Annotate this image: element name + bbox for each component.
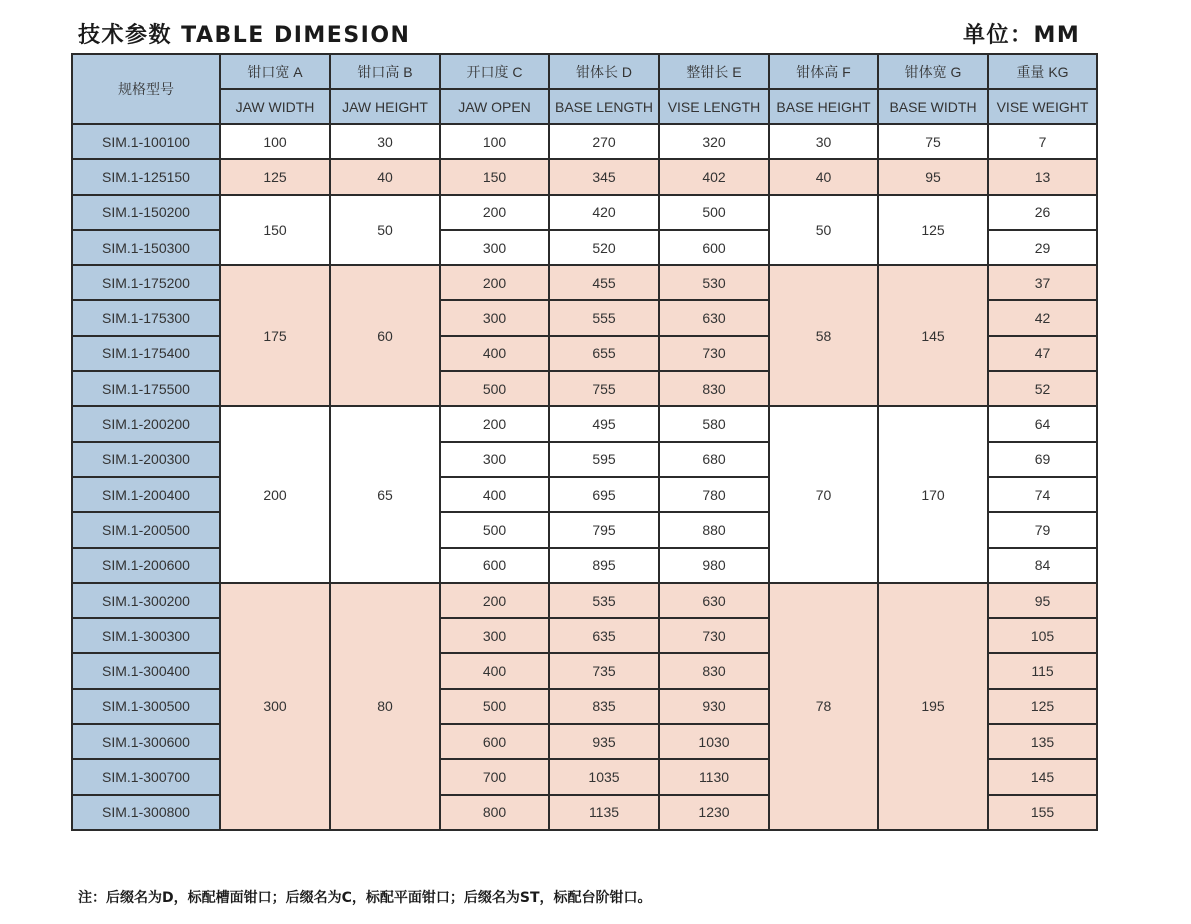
cell-model: SIM.1-125150 [72, 159, 220, 194]
table-header [72, 54, 1097, 124]
cell-jaw-width: 100 [220, 124, 330, 159]
cell-model: SIM.1-150200 [72, 195, 220, 230]
cell-vise-length: 580 [659, 406, 769, 441]
cell-jaw-width: 200 [220, 406, 330, 582]
cell-model: SIM.1-300200 [72, 583, 220, 618]
cell-model: SIM.1-200500 [72, 512, 220, 547]
cell-vise-length: 1130 [659, 759, 769, 794]
table-row [72, 159, 1097, 194]
cell-vise-length: 730 [659, 336, 769, 371]
cell-base-length: 1035 [549, 759, 659, 794]
cell-weight: 13 [988, 159, 1097, 194]
cell-vise-length: 630 [659, 583, 769, 618]
cell-weight: 95 [988, 583, 1097, 618]
cell-vise-length: 880 [659, 512, 769, 547]
cell-model: SIM.1-175300 [72, 300, 220, 335]
cell-vise-length: 320 [659, 124, 769, 159]
cell-base-width: 145 [878, 265, 988, 406]
cell-base-width: 195 [878, 583, 988, 830]
cell-base-length: 420 [549, 195, 659, 230]
header-en: VISE LENGTH [659, 89, 769, 124]
cell-vise-length: 402 [659, 159, 769, 194]
cell-weight: 155 [988, 795, 1097, 830]
cell-base-length: 795 [549, 512, 659, 547]
cell-base-length: 835 [549, 689, 659, 724]
cell-jaw-open: 300 [440, 230, 549, 265]
header-row-cn [72, 54, 1097, 89]
cell-jaw-open: 800 [440, 795, 549, 830]
cell-base-height: 58 [769, 265, 878, 406]
cell-vise-length: 1030 [659, 724, 769, 759]
header-cn: 开口度 C [440, 54, 549, 89]
cell-model: SIM.1-200600 [72, 548, 220, 583]
cell-vise-length: 730 [659, 618, 769, 653]
cell-vise-length: 630 [659, 300, 769, 335]
table-row [72, 265, 1097, 300]
cell-weight: 125 [988, 689, 1097, 724]
cell-weight: 69 [988, 442, 1097, 477]
cell-base-length: 595 [549, 442, 659, 477]
cell-model: SIM.1-300800 [72, 795, 220, 830]
table-row [72, 124, 1097, 159]
cell-base-length: 755 [549, 371, 659, 406]
header-model: 规格型号 [72, 54, 220, 124]
cell-weight: 74 [988, 477, 1097, 512]
cell-jaw-open: 600 [440, 724, 549, 759]
cell-jaw-height: 65 [330, 406, 440, 582]
cell-jaw-open: 200 [440, 583, 549, 618]
cell-jaw-width: 150 [220, 195, 330, 266]
cell-jaw-open: 100 [440, 124, 549, 159]
cell-vise-length: 500 [659, 195, 769, 230]
cell-vise-length: 600 [659, 230, 769, 265]
cell-base-length: 270 [549, 124, 659, 159]
cell-base-width: 125 [878, 195, 988, 266]
cell-vise-length: 1230 [659, 795, 769, 830]
cell-jaw-open: 500 [440, 371, 549, 406]
header-cn: 重量 KG [988, 54, 1097, 89]
cell-jaw-open: 200 [440, 195, 549, 230]
cell-jaw-open: 400 [440, 653, 549, 688]
cell-base-length: 895 [549, 548, 659, 583]
cell-jaw-width: 175 [220, 265, 330, 406]
cell-weight: 26 [988, 195, 1097, 230]
cell-weight: 7 [988, 124, 1097, 159]
cell-base-length: 345 [549, 159, 659, 194]
cell-base-height: 78 [769, 583, 878, 830]
cell-base-height: 70 [769, 406, 878, 582]
cell-model: SIM.1-300600 [72, 724, 220, 759]
cell-jaw-open: 300 [440, 442, 549, 477]
cell-jaw-open: 200 [440, 265, 549, 300]
cell-jaw-open: 700 [440, 759, 549, 794]
cell-base-length: 655 [549, 336, 659, 371]
cell-model: SIM.1-100100 [72, 124, 220, 159]
cell-vise-length: 830 [659, 371, 769, 406]
cell-weight: 79 [988, 512, 1097, 547]
cell-base-height: 30 [769, 124, 878, 159]
cell-weight: 52 [988, 371, 1097, 406]
cell-vise-length: 930 [659, 689, 769, 724]
cell-jaw-open: 400 [440, 336, 549, 371]
cell-jaw-open: 400 [440, 477, 549, 512]
table-row [72, 195, 1097, 230]
cell-model: SIM.1-175200 [72, 265, 220, 300]
cell-base-width: 75 [878, 124, 988, 159]
cell-model: SIM.1-300400 [72, 653, 220, 688]
header-en: BASE WIDTH [878, 89, 988, 124]
cell-jaw-open: 300 [440, 300, 549, 335]
header-en: VISE WEIGHT [988, 89, 1097, 124]
cell-base-width: 170 [878, 406, 988, 582]
cell-model: SIM.1-300700 [72, 759, 220, 794]
cell-base-length: 635 [549, 618, 659, 653]
cell-jaw-height: 40 [330, 159, 440, 194]
header-en: BASE HEIGHT [769, 89, 878, 124]
cell-weight: 64 [988, 406, 1097, 441]
cell-base-length: 535 [549, 583, 659, 618]
cell-vise-length: 680 [659, 442, 769, 477]
cell-model: SIM.1-175500 [72, 371, 220, 406]
header-cn: 钳体宽 G [878, 54, 988, 89]
cell-base-width: 95 [878, 159, 988, 194]
cell-model: SIM.1-150300 [72, 230, 220, 265]
cell-base-length: 695 [549, 477, 659, 512]
cell-jaw-open: 150 [440, 159, 549, 194]
cell-jaw-open: 300 [440, 618, 549, 653]
header-cn: 钳体长 D [549, 54, 659, 89]
cell-model: SIM.1-300300 [72, 618, 220, 653]
cell-model: SIM.1-200200 [72, 406, 220, 441]
table-row [72, 583, 1097, 618]
header-row-en [72, 89, 1097, 124]
spec-table [71, 53, 1098, 831]
cell-base-length: 1135 [549, 795, 659, 830]
cell-vise-length: 830 [659, 653, 769, 688]
cell-weight: 84 [988, 548, 1097, 583]
cell-weight: 105 [988, 618, 1097, 653]
cell-weight: 42 [988, 300, 1097, 335]
cell-base-length: 735 [549, 653, 659, 688]
header-en: BASE LENGTH [549, 89, 659, 124]
header-en: JAW HEIGHT [330, 89, 440, 124]
page-title: 技术参数 TABLE DIMESION [78, 23, 411, 48]
cell-jaw-height: 30 [330, 124, 440, 159]
header-en: JAW OPEN [440, 89, 549, 124]
header-cn: 钳口宽 A [220, 54, 330, 89]
table-body [72, 124, 1097, 830]
cell-vise-length: 980 [659, 548, 769, 583]
header-cn: 钳体高 F [769, 54, 878, 89]
cell-weight: 145 [988, 759, 1097, 794]
cell-weight: 37 [988, 265, 1097, 300]
cell-jaw-width: 125 [220, 159, 330, 194]
unit-label: 单位：MM [963, 23, 1081, 48]
cell-vise-length: 780 [659, 477, 769, 512]
header-cn: 整钳长 E [659, 54, 769, 89]
cell-model: SIM.1-175400 [72, 336, 220, 371]
cell-model: SIM.1-200300 [72, 442, 220, 477]
cell-jaw-open: 200 [440, 406, 549, 441]
cell-weight: 115 [988, 653, 1097, 688]
cell-base-length: 495 [549, 406, 659, 441]
cell-base-length: 555 [549, 300, 659, 335]
cell-base-length: 520 [549, 230, 659, 265]
cell-jaw-open: 500 [440, 689, 549, 724]
header-en: JAW WIDTH [220, 89, 330, 124]
cell-jaw-width: 300 [220, 583, 330, 830]
cell-weight: 29 [988, 230, 1097, 265]
cell-base-length: 455 [549, 265, 659, 300]
cell-jaw-open: 600 [440, 548, 549, 583]
cell-weight: 135 [988, 724, 1097, 759]
cell-base-length: 935 [549, 724, 659, 759]
cell-jaw-height: 60 [330, 265, 440, 406]
cell-jaw-open: 500 [440, 512, 549, 547]
cell-weight: 47 [988, 336, 1097, 371]
header-cn: 钳口高 B [330, 54, 440, 89]
cell-jaw-height: 50 [330, 195, 440, 266]
cell-base-height: 50 [769, 195, 878, 266]
cell-model: SIM.1-200400 [72, 477, 220, 512]
table-row [72, 406, 1097, 441]
cell-vise-length: 530 [659, 265, 769, 300]
cell-base-height: 40 [769, 159, 878, 194]
cell-jaw-height: 80 [330, 583, 440, 830]
cell-model: SIM.1-300500 [72, 689, 220, 724]
footnote: 注：后缀名为D，标配槽面钳口；后缀名为C，标配平面钳口；后缀名为ST，标配台阶钳口。 [78, 890, 652, 906]
